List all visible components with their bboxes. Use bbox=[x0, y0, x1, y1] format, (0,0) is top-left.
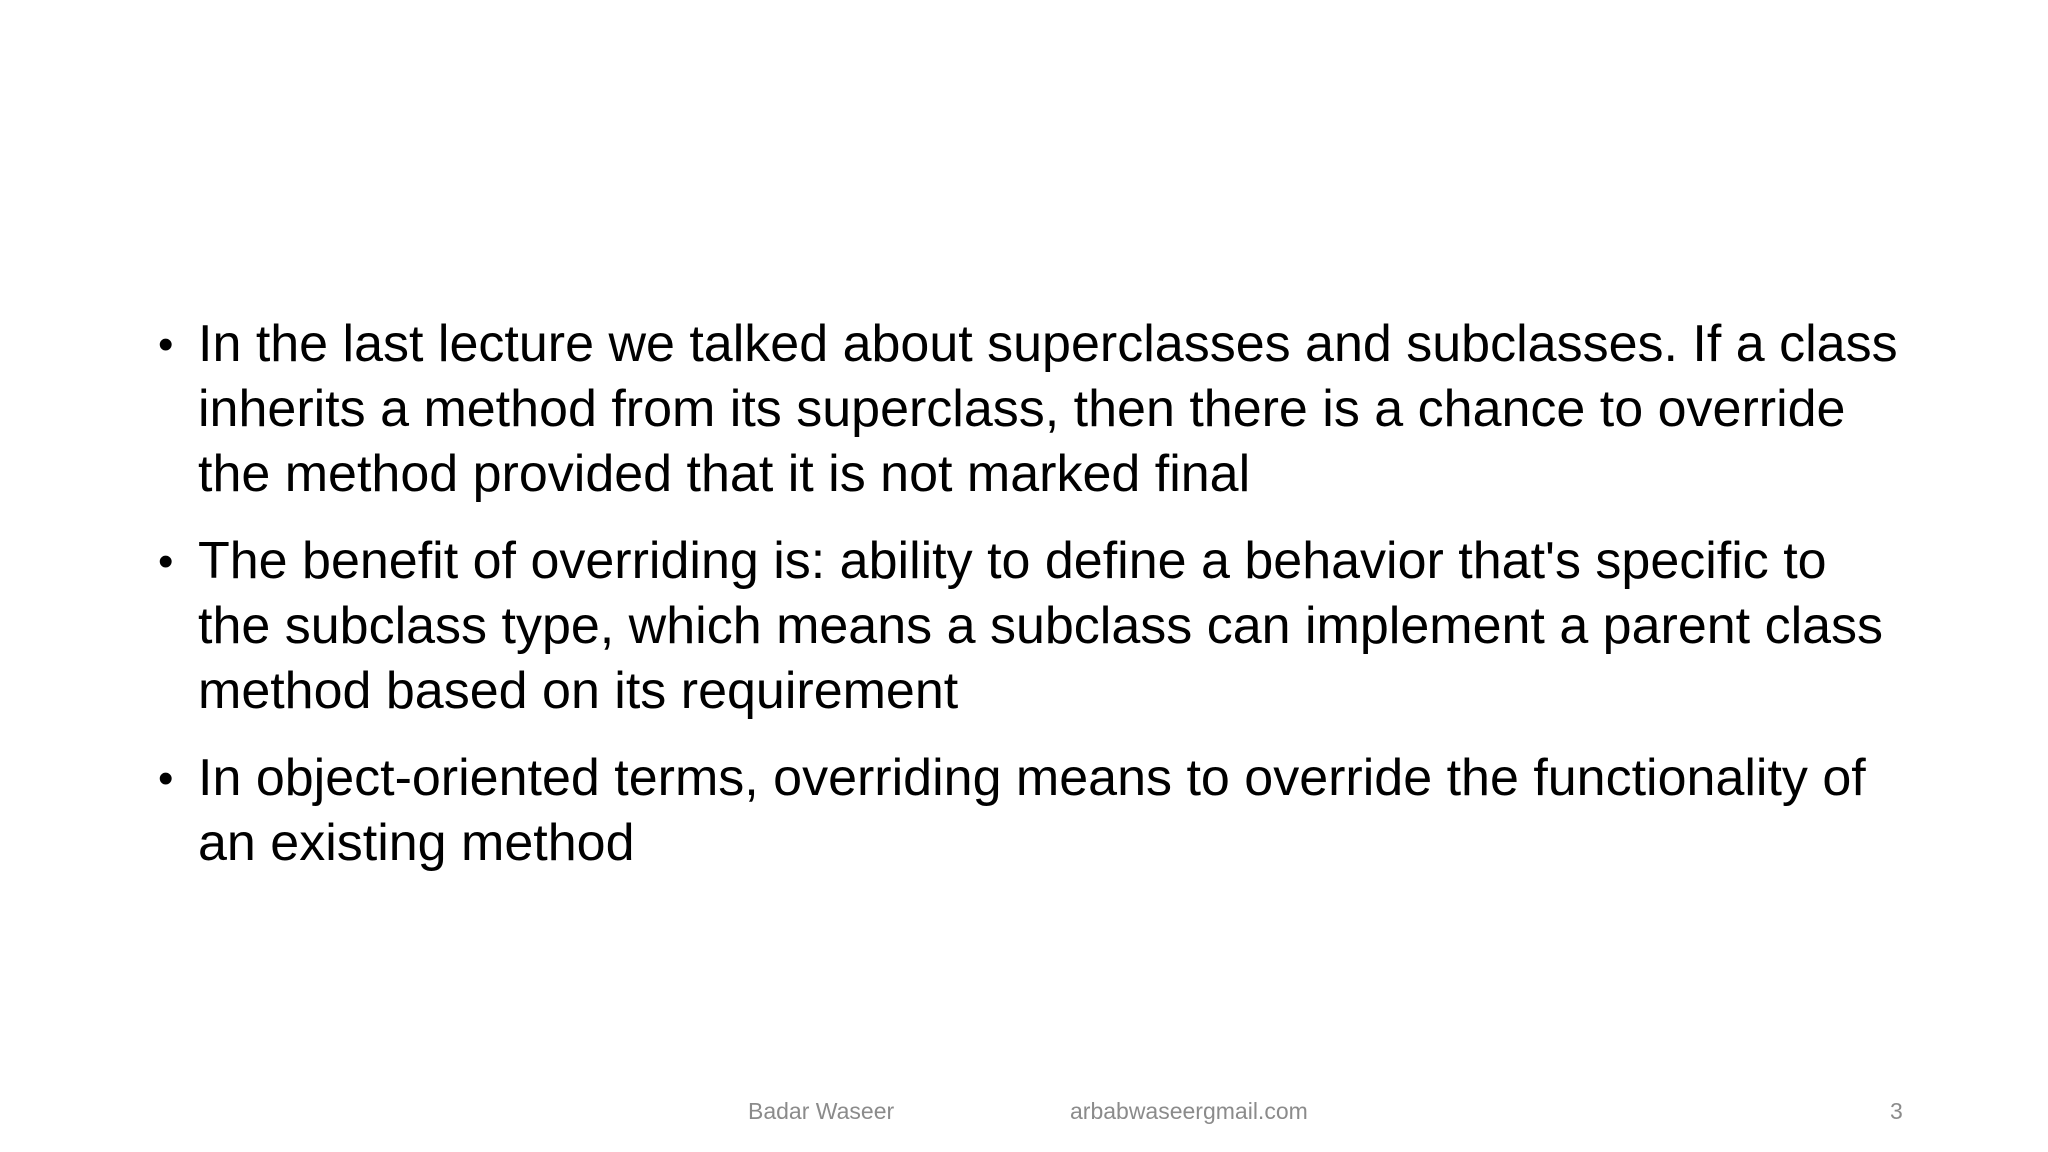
bullet-dot-icon: • bbox=[158, 537, 174, 586]
bullet-item bbox=[150, 746, 1910, 876]
footer-author: Badar Waseer bbox=[748, 1098, 895, 1124]
bullet-item bbox=[150, 529, 1910, 724]
bullet-list bbox=[150, 312, 1910, 898]
bullet-text: In the last lecture we talked about superclasses and subclasses. If a class inherits a method from its superclass, then there is a chance to override the method provided that it is not marked final bbox=[198, 315, 1898, 503]
bullet-dot-icon: • bbox=[158, 320, 174, 369]
bullet-text: In object-oriented terms, overriding means to override the functionality of an existing method bbox=[198, 749, 1866, 872]
footer-page-number: 3 bbox=[1890, 1098, 1903, 1124]
footer-email: arbabwaseergmail.com bbox=[1070, 1098, 1308, 1124]
bullet-text: The benefit of overriding is: ability to define a behavior that's specific to the subclass type, which means a subclass can implement a parent class method based on its requirement bbox=[198, 532, 1884, 720]
bullet-dot-icon: • bbox=[158, 754, 174, 803]
bullet-item bbox=[150, 312, 1910, 507]
